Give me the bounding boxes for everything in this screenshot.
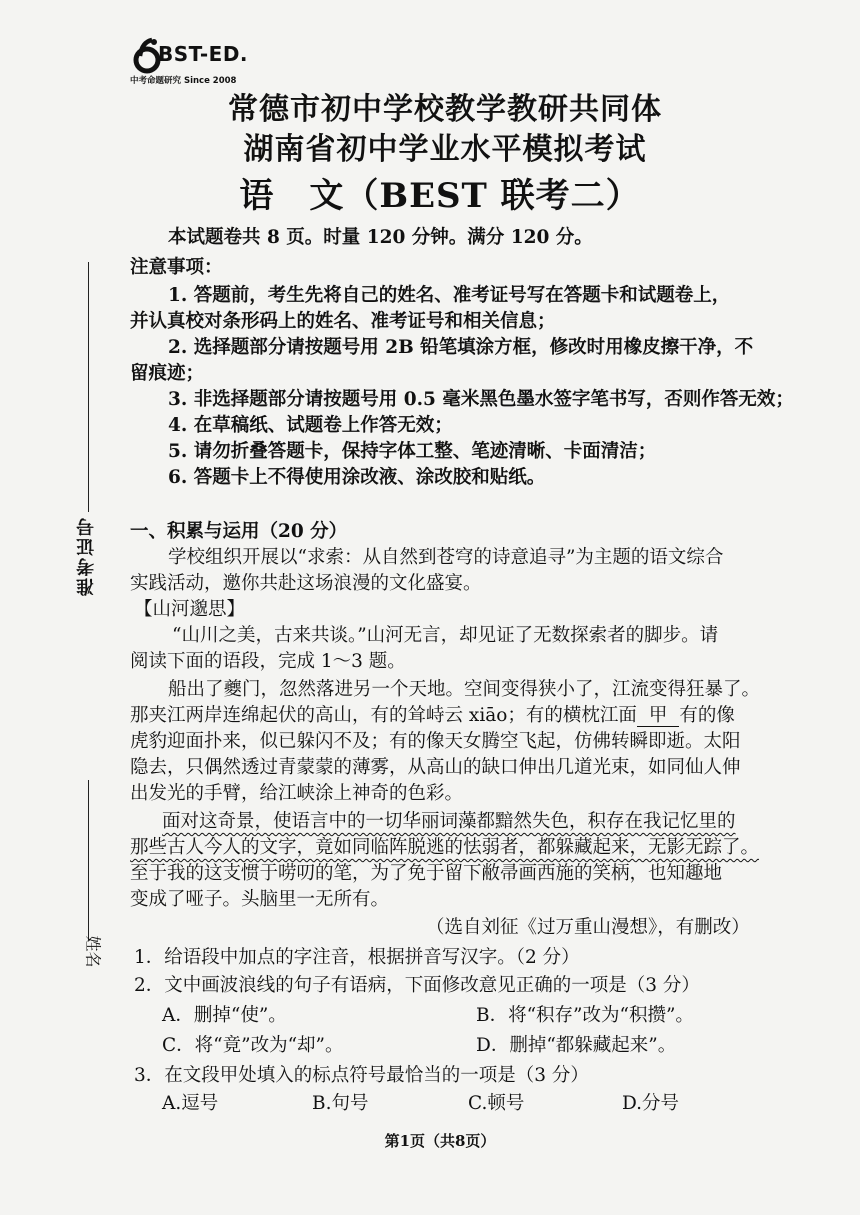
notice-heading: 注意事项： xyxy=(130,257,223,278)
option-2a: A．删掉“使”。 xyxy=(162,1005,287,1026)
notice-item: 3. 非选择题部分请按题号用 0.5 毫米黑色墨水签字笔书写，否则作答无效； xyxy=(168,389,794,410)
passage-text: 那夹江两岸连绵起伏的高山，有的耸峙云 xiāo；有的横枕江面 xyxy=(130,705,637,726)
subsection-heading: 【山河邈思】 xyxy=(134,599,246,620)
passage-source: （选自刘征《过万重山漫想》，有删改） xyxy=(426,917,750,938)
exam-subject-title: 语 文（BEST 联考二） xyxy=(239,176,641,216)
exam-info: 本试题卷共 8 页。时量 120 分钟。满分 120 分。 xyxy=(168,227,593,248)
option-2b: B．将“积存”改为“积攒”。 xyxy=(476,1005,694,1026)
side-label-exam-number: 准考证号 xyxy=(76,516,97,596)
question-2: 2．文中画波浪线的句子有语病，下面修改意见正确的一项是（3 分） xyxy=(134,975,700,996)
exam-name: 湖南省初中学业水平模拟考试 xyxy=(243,132,647,167)
blank-jia: 甲 xyxy=(637,707,680,727)
passage-line: 变成了哑子。头脑里一无所有。 xyxy=(130,889,390,910)
option-3c: C.顿号 xyxy=(468,1093,525,1114)
section-intro: 学校组织开展以“求索：从自然到苍穹的诗意追寻”为主题的语文综合 xyxy=(168,547,724,568)
side-label-fragment: 姓名 xyxy=(83,935,103,968)
passage-lead: 阅读下面的语段，完成 1～3 题。 xyxy=(130,651,406,672)
notice-item: 1. 答题前，考生先将自己的姓名、准考证号写在答题卡和试题卷上， xyxy=(168,285,731,306)
notice-item: 并认真校对条形码上的姓名、准考证号和相关信息； xyxy=(130,311,556,332)
logo-brand: BST-ED. xyxy=(158,42,249,66)
notice-item: 5. 请勿折叠答题卡，保持字体工整、笔迹清晰、卡面清洁； xyxy=(168,441,657,462)
option-3b: B.句号 xyxy=(312,1093,369,1114)
option-3d: D.分号 xyxy=(622,1093,680,1114)
wavy-underlined-sentence: 那些古人今人的文字，竟如同临阵脱逃的怯弱者，都躲藏起来，无影无踪了。 xyxy=(130,837,760,858)
notice-item: 6. 答题卡上不得使用涂改液、涂改胶和贴纸。 xyxy=(168,467,546,488)
passage-line xyxy=(130,707,735,727)
passage-text: 有的像 xyxy=(679,705,735,726)
question-3: 3．在文段甲处填入的标点符号最恰当的一项是（3 分） xyxy=(134,1065,589,1086)
section-heading: 一、积累与运用（20 分） xyxy=(130,521,348,542)
option-2d: D．删掉“都躲藏起来”。 xyxy=(476,1035,677,1056)
notice-item: 留痕迹； xyxy=(130,363,205,384)
logo-tagline: 中考命题研究 Since 2008 xyxy=(130,76,237,86)
option-3a: A.逗号 xyxy=(162,1093,219,1114)
passage-line: 隐去，只偶然透过青蒙蒙的薄雾，从高山的缺口伸出几道光束，如同仙人伸 xyxy=(130,757,741,778)
side-binding-line xyxy=(88,780,89,940)
passage-lead: “山川之美，古来共谈。”山河无言，却见证了无数探索者的脚步。请 xyxy=(172,625,719,646)
question-1: 1．给语段中加点的字注音，根据拼音写汉字。（2 分） xyxy=(134,947,580,968)
page-footer: 第1页（共8页） xyxy=(384,1132,496,1150)
notice-item: 2. 选择题部分请按题号用 2B 铅笔填涂方框，修改时用橡皮擦干净，不 xyxy=(168,337,754,358)
passage-line: 虎豹迎面扑来，似已躲闪不及；有的像天女腾空飞起，仿佛转瞬即逝。太阳 xyxy=(130,731,741,752)
wavy-underlined-sentence: 面对这奇景，使语言中的一切华丽词藻都黯然失色，积存在我记忆里的 xyxy=(162,811,736,832)
side-binding-line xyxy=(88,262,89,512)
option-2c: C．将“竟”改为“却”。 xyxy=(162,1035,344,1056)
passage-line: 船出了夔门，忽然落进另一个天地。空间变得狭小了，江流变得狂暴了。 xyxy=(168,679,761,700)
passage-line: 出发光的手臂，给江峡涂上神奇的色彩。 xyxy=(130,783,464,804)
exam-organizer: 常德市初中学校教学教研共同体 xyxy=(228,92,662,127)
passage-line: 至于我的这支惯于唠叨的笔，为了免于留下敝帚画西施的笑柄，也知趣地 xyxy=(130,863,723,884)
section-intro: 实践活动，邀你共赴这场浪漫的文化盛宴。 xyxy=(130,573,482,594)
notice-item: 4. 在草稿纸、试题卷上作答无效； xyxy=(168,415,453,436)
